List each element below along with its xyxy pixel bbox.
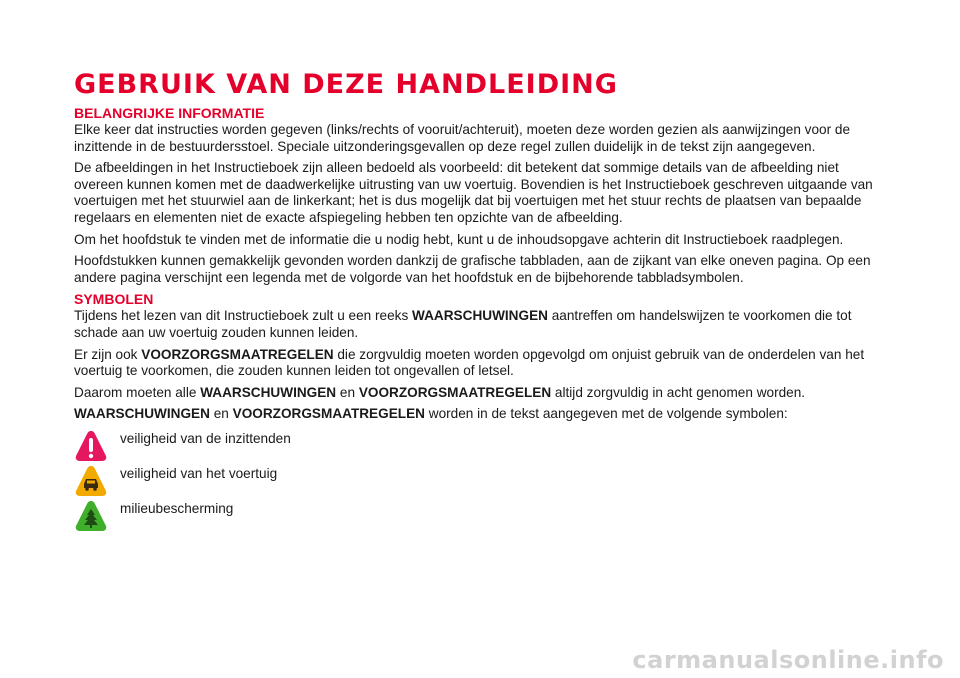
- symbol-row-vehicle-safety: [74, 464, 874, 499]
- text-span: aantreffen om handelswijzen te voorkomen die tot schade aan uw voertuig zouden kunnen leiden.: [74, 308, 852, 340]
- symbol-label: veiligheid van het voertuig: [120, 465, 278, 481]
- section-heading-important-info: BELANGRIJKE INFORMATIE: [74, 105, 265, 121]
- bold-term: VOORZORGSMAATREGELEN: [141, 346, 334, 362]
- bold-term: VOORZORGSMAATREGELEN: [358, 384, 552, 400]
- paragraph: [74, 406, 874, 423]
- paragraph: De afbeeldingen in het Instructieboek zijn alleen bedoeld als voorbeeld: dit betekent dat sommige details van de afbeelding niet overeen kunnen komen met de daadwerkelijke uitrusting van uw voertuig. Bovendien is het Instructieboek geschreven uitgaande van voertuigen met het stuurwiel aan de linkerkant; het is dus mogelijk dat bij voertuigen met het stuur rechts de plaatsen van bepaalde regelaars en elementen niet de exacte afspiegeling hebben ten opzichte van de afbeelding.: [74, 160, 873, 225]
- paragraph: [74, 347, 874, 380]
- paragraph: [74, 308, 874, 341]
- paragraph: [74, 385, 874, 402]
- symbol-label: veiligheid van de inzittenden: [120, 430, 291, 446]
- text-span: altijd zorgvuldig in acht genomen worden.: [551, 384, 806, 400]
- warning-person-icon: [74, 429, 108, 463]
- text-span: worden in de tekst aangegeven met de volgende symbolen:: [424, 406, 788, 422]
- watermark: carmanualsonline.info: [632, 646, 944, 674]
- vehicle-icon: [74, 464, 108, 498]
- page-content: [74, 70, 874, 534]
- text-span: en: [209, 406, 233, 422]
- bold-term: WAARSCHUWINGEN: [74, 406, 210, 422]
- paragraph: Elke keer dat instructies worden gegeven (links/rechts of vooruit/achteruit), moeten deze worden gezien als aanwijzingen voor de inzittende in de bestuurdersstoel. Speciale uitzonderingsgevallen op deze regel zullen duidelijk in de tekst zijn aangegeven.: [74, 122, 851, 154]
- symbol-row-occupant-safety: [74, 429, 874, 464]
- bold-term: WAARSCHUWINGEN: [200, 384, 337, 400]
- text-span: die zorgvuldig moeten worden opgevolgd om onjuist gebruik van de onderdelen van het voertuig te voorkomen, die zouden kunnen leiden tot ongevallen of letsel.: [74, 346, 865, 379]
- symbol-label: milieubescherming: [120, 500, 234, 516]
- text-span: Tijdens het lezen van dit Instructieboek zult u een reeks: [74, 308, 413, 324]
- tree-icon: [74, 499, 108, 533]
- text-span: en: [336, 384, 359, 400]
- paragraph: Hoofdstukken kunnen gemakkelijk gevonden worden dankzij de grafische tabbladen, aan de zijkant van elke oneven pagina. Op een andere pagina verschijnt een legenda met de volgorde van het hoofdstuk en de bijbehorende tabbladsymbolen.: [74, 253, 871, 285]
- section-heading-symbols: SYMBOLEN: [74, 291, 154, 308]
- bold-term: VOORZORGSMAATREGELEN: [232, 406, 425, 422]
- text-span: Er zijn ook: [74, 346, 142, 362]
- bold-term: WAARSCHUWINGEN: [412, 308, 548, 324]
- page-title: GEBRUIK VAN DEZE HANDLEIDING: [74, 69, 618, 100]
- text-span: Daarom moeten alle: [74, 384, 201, 400]
- symbol-legend: [74, 429, 874, 534]
- paragraph: Om het hoofdstuk te vinden met de informatie die u nodig hebt, kunt u de inhoudsopgave achterin dit Instructieboek raadplegen.: [74, 231, 844, 247]
- symbol-row-environment: [74, 499, 874, 534]
